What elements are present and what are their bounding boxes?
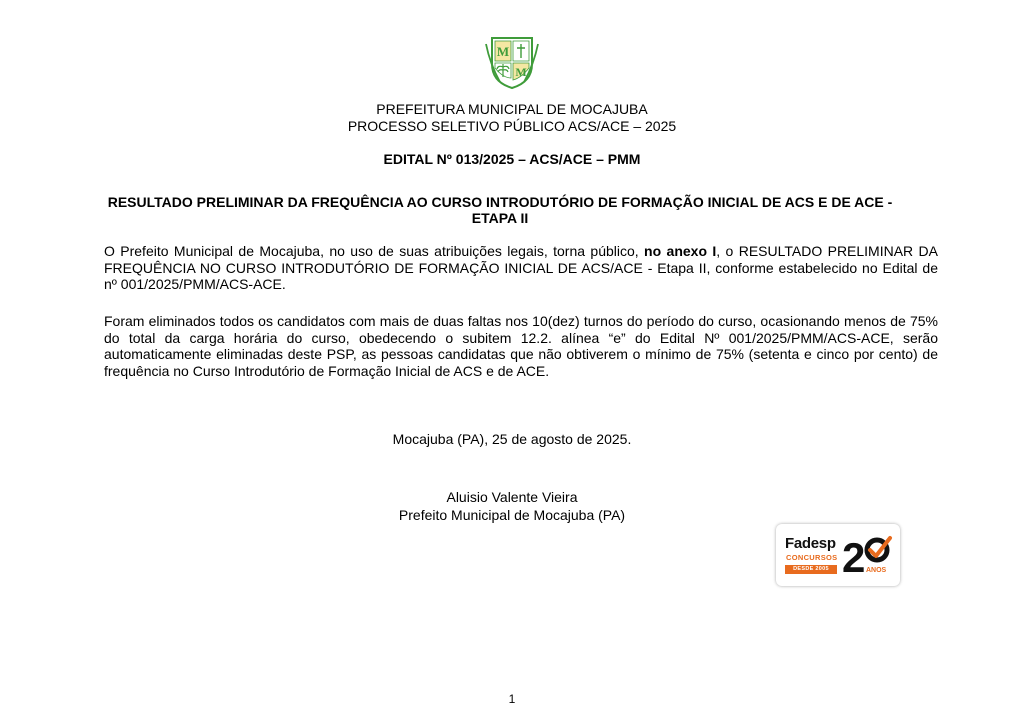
date-line: Mocajuba (PA), 25 de agosto de 2025. — [392, 431, 632, 447]
signatory-role: Prefeito Municipal de Mocajuba (PA) — [398, 507, 626, 523]
badge-brand: Fadesp — [785, 535, 836, 552]
fadesp-badge-logo — [776, 524, 900, 586]
annex-reference: no anexo I — [644, 243, 717, 259]
paragraph-elimination-criteria: Foram eliminados todos os candidatos com mais de duas faltas nos 10(dez) turnos do período do curso, ocasionando menos de 75% do total da carga horária do curso, obedecendo o subitem 12.2. alínea “e” do Edital Nº 001/2025/PMM/ACS-ACE, serão automaticamente eliminadas deste PSP, as pessoas candidatas que não obtiverem o mínimo de 75% (setenta e cinco por cento) de frequência no Curso Introdutório de Formação Inicial de ACS e de ACE. — [104, 313, 938, 379]
edital-number: EDITAL Nº 013/2025 – ACS/ACE – PMM — [383, 151, 641, 167]
badge-subtitle: CONCURSOS — [786, 553, 838, 562]
paragraph-announcement — [104, 243, 938, 293]
signatory-name: Aluisio Valente Vieira — [446, 489, 578, 505]
paragraph-announcement-text: O Prefeito Municipal de Mocajuba, no uso de suas atribuições legais, torna público, — [104, 243, 645, 259]
badge-since: DESDE 2005 — [785, 565, 837, 574]
badge-years-word: ANOS — [866, 567, 887, 574]
paragraph-announcement-text-cont: , o RESULTADO PRELIMINAR DA FREQUÊNCIA NO CURSO INTRODUTÓRIO DE FORMAÇÃO INICIAL DE ACS/ACE - Etapa II, conforme estabelecido no Edital de nº 001/2025/PMM/ACS-ACE. — [104, 243, 939, 292]
document-title: RESULTADO PRELIMINAR DA FREQUÊNCIA AO CURSO INTRODUTÓRIO DE FORMAÇÃO INICIAL DE ACS E DE ACE - ETAPA II — [107, 194, 893, 226]
municipality-heading: PREFEITURA MUNICIPAL DE MOCAJUBA — [376, 101, 648, 117]
process-heading: PROCESSO SELETIVO PÚBLICO ACS/ACE – 2025 — [347, 118, 677, 134]
municipal-coat-of-arms-logo — [484, 34, 540, 90]
svg-text:M: M — [515, 65, 527, 79]
page-number: 1 — [508, 692, 516, 706]
svg-text:M: M — [496, 44, 510, 59]
svg-text:2: 2 — [842, 534, 866, 578]
